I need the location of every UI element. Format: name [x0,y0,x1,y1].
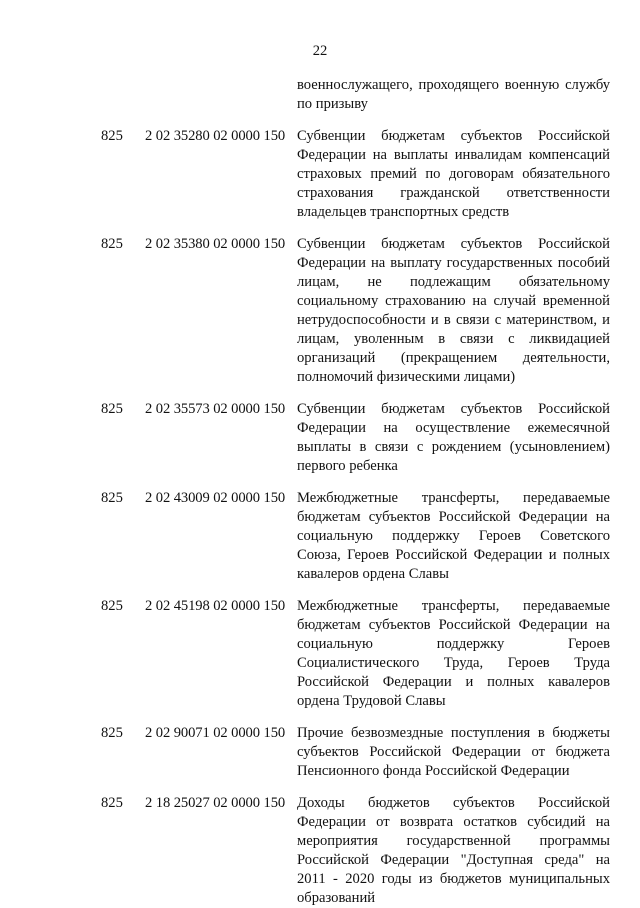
budget-classification-code: 2 18 25027 02 0000 150 [145,795,286,811]
income-description: Субвенции бюджетам субъектов Российской Федерации на выплату государственных пособий лицам, не подлежащим обязательному социальному страхованию на случай временной нетрудоспособности и в связи с материнством, и лицам, уволенным в связи с ликвидацией организаций (прекращением деятельности, полномочий физическими лицами) [297,236,610,385]
table-row [0,400,640,476]
income-description: Доходы бюджетов субъектов Российской Федерации от возврата остатков субсидий на мероприятия государственной программы Российской Федерации "Доступная среда" на 2011 - 2020 годы из бюджетов муниципальных образований [297,795,610,906]
table-row [0,235,640,387]
admin-code: 825 [101,598,123,614]
table-row [0,489,640,584]
admin-code: 825 [101,795,123,811]
admin-code: 825 [101,128,123,144]
budget-classification-code: 2 02 35280 02 0000 150 [145,128,286,144]
table-row [0,597,640,711]
budget-classification-code: 2 02 90071 02 0000 150 [145,725,286,741]
page-number: 22 [312,43,328,59]
admin-code: 825 [101,236,123,252]
table-row [0,76,640,114]
table-row [0,794,640,908]
budget-classification-code: 2 02 35380 02 0000 150 [145,236,286,252]
income-description: Прочие безвозмездные поступления в бюджеты субъектов Российской Федерации от бюджета Пенсионного фонда Российской Федерации [297,725,610,779]
admin-code: 825 [101,490,123,506]
income-codes-table [0,76,640,908]
admin-code: 825 [101,725,123,741]
budget-classification-code: 2 02 35573 02 0000 150 [145,401,286,417]
table-row [0,724,640,781]
income-description: Субвенции бюджетам субъектов Российской Федерации на осуществление ежемесячной выплаты в связи с рождением (усыновлением) первого ребенка [297,401,610,474]
income-description: Межбюджетные трансферты, передаваемые бюджетам субъектов Российской Федерации на социальную поддержку Героев Социалистического Труда, Героев Труда Российской Федерации и полных кавалеров ордена Трудовой Славы [297,598,610,709]
budget-classification-code: 2 02 43009 02 0000 150 [145,490,286,506]
admin-code: 825 [101,401,123,417]
budget-classification-code: 2 02 45198 02 0000 150 [145,598,286,614]
table-row [0,127,640,222]
income-description: военнослужащего, проходящего военную службу по призыву [297,77,610,112]
income-description: Межбюджетные трансферты, передаваемые бюджетам субъектов Российской Федерации на социальную поддержку Героев Советского Союза, Героев Российской Федерации и полных кавалеров ордена Славы [297,490,610,582]
income-description: Субвенции бюджетам субъектов Российской Федерации на выплаты инвалидам компенсаций страховых премий по договорам обязательного страхования гражданской ответственности владельцев транспортных средств [297,128,610,220]
